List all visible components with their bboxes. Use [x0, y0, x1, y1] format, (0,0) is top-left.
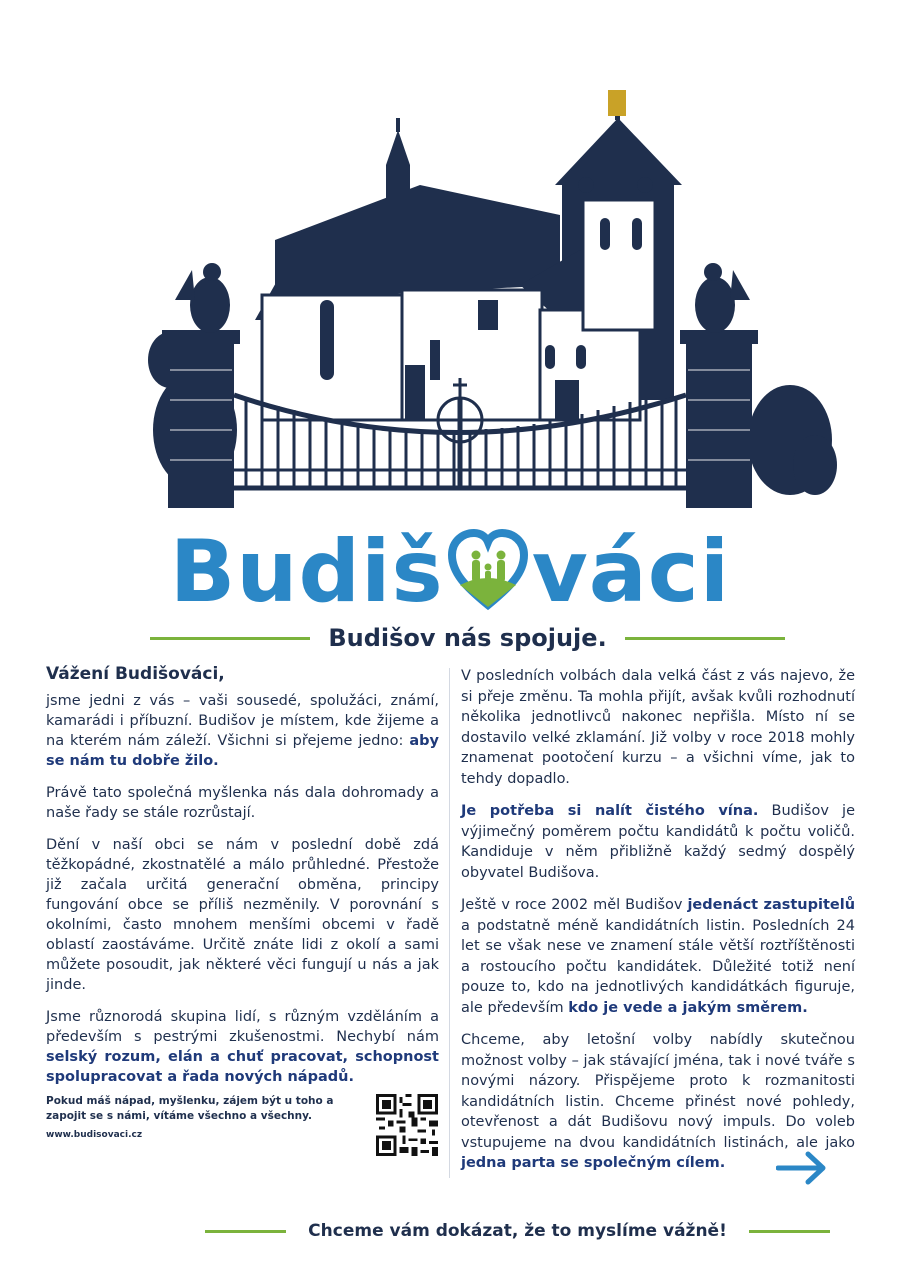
website-link[interactable]: www.budisovaci.cz [46, 1130, 143, 1140]
arrow-right-icon [776, 1150, 828, 1186]
paragraph-history [461, 895, 855, 1018]
paragraph-history-text-a: Ještě v roce 2002 měl Budišov [461, 897, 683, 913]
qr-code-icon[interactable] [376, 1094, 438, 1156]
tagline-rule-left [150, 637, 310, 640]
footer-rule-left [205, 1230, 286, 1233]
paragraph-situation: Dění v naší obci se nám v poslední době zdá těžkopádné, zkostnatělé a málo průhledné. Přestože již začala určitá generační obměna, principy fungování obce se příliš nezměnily. V porovnání s okolními, často mnohem menšími obcemi v řadě oblastí zaostáváme. Určitě znáte lidi z okolí a sami můžete posoudit, jak některé věci fungují u nás a jak jinde. [46, 837, 439, 993]
greeting: Vážení Budišováci, [46, 664, 225, 684]
paragraph-goal-bold: jedna parta se společným cílem. [461, 1155, 726, 1171]
paragraph-history-bold-a: jedenáct zastupitelů [687, 897, 856, 913]
paragraph-elections: V posledních volbách dala velká část z vás najevo, že si přeje změnu. Ta mohla přijít, avšak kvůli rozhodnutí několika jednotlivců nakonec nepřišla. Místo ní se dostavilo velké zklamání. Již volby v roce 2018 mohly znamenat pootočení kurzu – a všichni víme, jak to tehdy dopadlo. [461, 668, 855, 787]
paragraph-candidates-bold: Je potřeba si nalít čistého vína. [461, 803, 759, 819]
paragraph-history-text-b: a podstatně méně kandidátních listin. Posledních 24 let se však nese ve znamení stále větší roztříštěnosti a rostoucího počtu kandidátek. Důležité totiž není pouze to, kdo na jednotlivých kandidátkách figuruje, ale především [461, 917, 855, 1016]
paragraph-candidates-text: Budišov je výjimečný poměrem počtu kandidátů k počtu voličů. Kandiduje v něm přibližně každý sedmý dospělý obyvatel Budišova. [461, 803, 855, 881]
paragraph-group [46, 1007, 439, 1087]
brand-name-left: Budiš [169, 522, 444, 622]
brand-logo [0, 522, 900, 622]
footer-slogan: Chceme vám dokázat, že to myslíme vážně! [308, 1221, 727, 1241]
paragraph-goal-text: Chceme, aby letošní volby nabídly skutečnou možnost volby – jak stávající jména, tak i nové tváře s novými názory. Přispějeme proto k rozmanitosti kandidátních listin. Chceme přinést nové pohledy, otevřenost a dát Budišovu nový impuls. Do voleb vstupujeme na dvou kandidátních listinách, ale jako [461, 1032, 855, 1151]
paragraph-candidates [461, 801, 855, 883]
paragraph-intro [46, 691, 439, 771]
contact-text: Pokud máš nápad, myšlenku, zájem být u toho a zapojit se s námi, vítáme všechno a všechny. [46, 1095, 334, 1122]
footer-row [205, 1214, 830, 1248]
paragraph-intro-text: jsme jedni z vás – vaši sousedé, spolužáci, známí, kamarádi i příbuzní. Budišov je místem, kde žijeme a na kterém nám záleží. Všichni si přejeme jedno: [46, 693, 439, 749]
paragraph-idea: Právě tato společná myšlenka nás dala dohromady a naše řady se stále rozrůstají. [46, 785, 439, 821]
column-divider [449, 668, 450, 1178]
tagline-row [150, 620, 785, 656]
paragraph-history-bold-b: kdo je vede a jakým směrem. [568, 999, 808, 1016]
left-column [46, 664, 439, 1099]
church-gate-illustration [0, 0, 900, 530]
paragraph-group-bold: selský rozum, elán a chuť pracovat, schopnost spolupracovat a řada nových nápadů. [46, 1049, 439, 1085]
tagline: Budišov nás spojuje. [328, 624, 607, 652]
tagline-rule-right [625, 637, 785, 640]
brand-name-right: váci [531, 522, 731, 622]
contact-note [46, 1094, 356, 1143]
paragraph-intro-bold: aby se nám tu dobře žilo. [46, 733, 439, 769]
heart-family-icon [446, 527, 530, 611]
right-column [461, 666, 855, 1186]
footer-rule-right [749, 1230, 830, 1233]
paragraph-group-text: Jsme různorodá skupina lidí, s různým vzděláním a především s pestrými zkušenostmi. Nechybí nám [46, 1009, 439, 1045]
